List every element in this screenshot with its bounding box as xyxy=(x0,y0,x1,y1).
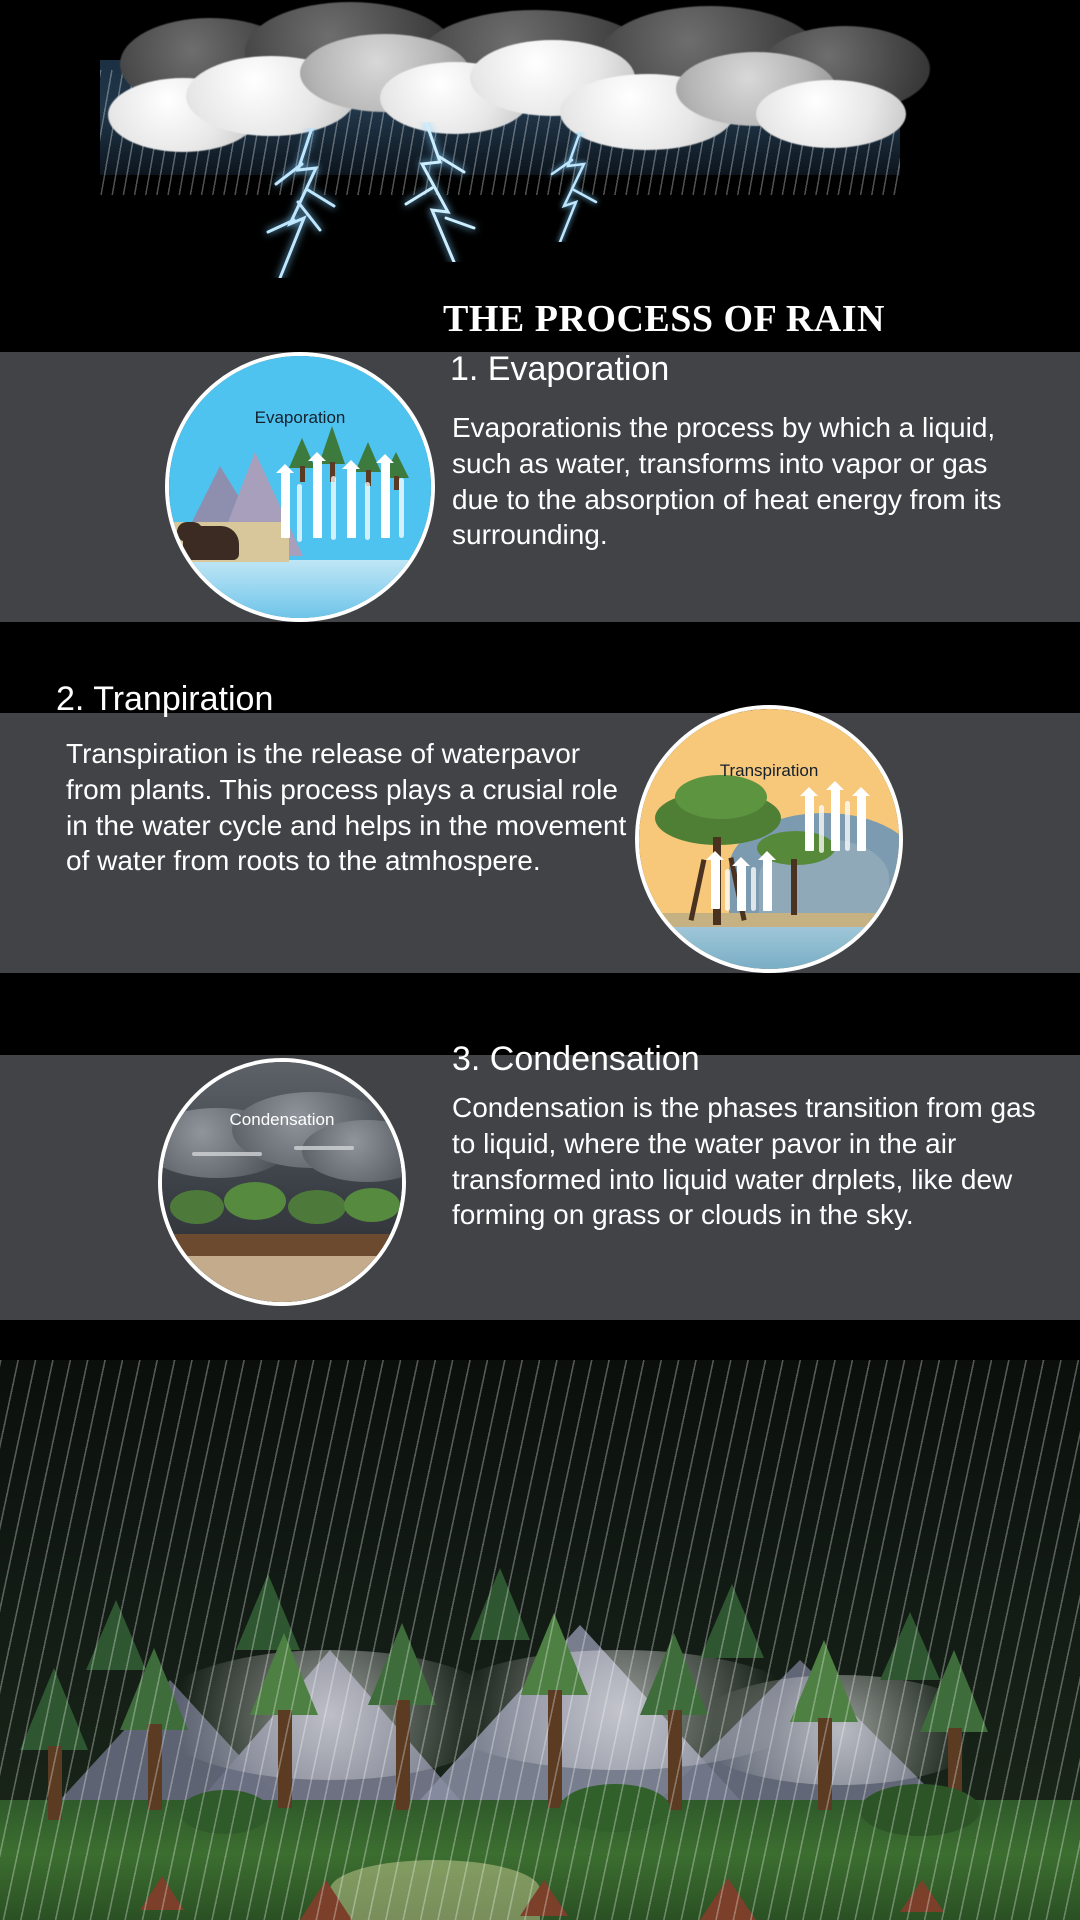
section-2-body: Transpiration is the release of waterpavor from plants. This process plays a crusial role in the water cycle and helps in the movement of water from roots to the atmhospere. xyxy=(66,738,627,877)
rock-shape xyxy=(140,1876,184,1910)
section-1-heading: 1. Evaporation xyxy=(450,350,670,388)
cloud-icon xyxy=(756,80,906,148)
path xyxy=(162,1240,402,1256)
tree-trunk xyxy=(300,466,305,482)
vapor-wisp xyxy=(845,801,850,851)
tree-icon xyxy=(120,1648,188,1730)
rock-shape xyxy=(700,1878,756,1920)
forest-scene xyxy=(0,1360,1080,1920)
tree-trunk xyxy=(548,1690,562,1808)
rock-shape xyxy=(900,1880,944,1912)
tree-icon xyxy=(250,1633,318,1715)
vapor-wisp xyxy=(751,867,756,911)
bush-shape xyxy=(180,1790,270,1834)
section-2-heading: 2. Tranpiration xyxy=(56,680,274,718)
lightning-bolt-icon xyxy=(388,122,498,267)
tree-icon xyxy=(920,1650,988,1732)
lightning-bolt-icon xyxy=(540,132,620,247)
tree-trunk xyxy=(396,1700,410,1810)
tree-canopy xyxy=(224,1182,286,1220)
fence-post xyxy=(176,1234,180,1256)
rock-shape xyxy=(300,1880,352,1920)
ground xyxy=(162,1256,402,1302)
tree-trunk xyxy=(818,1718,832,1810)
fence-rail xyxy=(162,1234,402,1240)
rock-shape xyxy=(520,1880,568,1916)
tree-icon xyxy=(520,1613,588,1695)
tree-icon xyxy=(790,1640,858,1722)
section-3-body: Condensation is the phases transition from gas to liquid, where the water pavor in the air transformed into liquid water drplets, like dew forming on grass or clouds in the sky. xyxy=(452,1092,1036,1231)
animal-head xyxy=(177,522,203,542)
mist-streak xyxy=(294,1146,354,1150)
tree-icon xyxy=(700,1584,764,1658)
tree-canopy xyxy=(288,1190,346,1224)
tree-trunk xyxy=(668,1710,682,1810)
fence-post xyxy=(208,1234,212,1256)
condensation-illustration xyxy=(158,1058,406,1306)
evaporation-arrow-icon xyxy=(347,468,356,538)
evaporation-illustration-label: Evaporation xyxy=(254,408,346,427)
tree-icon xyxy=(640,1633,708,1715)
evaporation-arrow-icon xyxy=(281,472,290,538)
tree-icon xyxy=(20,1668,88,1750)
tree-canopy xyxy=(170,1190,224,1224)
bush-shape xyxy=(860,1784,980,1836)
vapor-wisp xyxy=(399,478,404,538)
evaporation-arrow-icon xyxy=(313,460,322,538)
vapor-wisp xyxy=(297,484,302,542)
transpiration-arrow-icon xyxy=(805,795,814,851)
vapor-wisp xyxy=(331,476,336,540)
tree-trunk xyxy=(791,859,797,915)
storm-scene xyxy=(0,0,1080,300)
bush-shape xyxy=(560,1784,670,1832)
tree-canopy xyxy=(344,1188,400,1222)
condensation-illustration-label: Condensation xyxy=(229,1110,335,1129)
transpiration-arrow-icon xyxy=(711,859,720,909)
lightning-bolt-icon xyxy=(250,128,370,283)
page-title: THE PROCESS OF RAIN xyxy=(443,298,885,340)
vapor-wisp xyxy=(725,869,730,911)
transpiration-arrow-icon xyxy=(831,789,840,851)
vapor-wisp xyxy=(365,482,370,540)
tree-trunk xyxy=(48,1746,62,1820)
clearing xyxy=(330,1860,540,1920)
tree-icon xyxy=(368,1623,436,1705)
fence-post xyxy=(368,1234,372,1256)
fence-post xyxy=(336,1234,340,1256)
fence-post xyxy=(304,1234,308,1256)
water-body xyxy=(169,560,431,618)
fence-post xyxy=(240,1234,244,1256)
tree-canopy xyxy=(675,775,767,819)
vapor-wisp xyxy=(819,805,824,853)
evaporation-illustration xyxy=(165,352,435,622)
transpiration-arrow-icon xyxy=(857,795,866,851)
transpiration-arrow-icon xyxy=(763,859,772,911)
section-3-heading: 3. Condensation xyxy=(452,1040,700,1078)
section-1-body: Evaporationis the process by which a liquid, such as water, transforms into vapor or gas due to the absorption of heat energy from its surrounding. xyxy=(452,412,1002,551)
mist-streak xyxy=(192,1152,262,1156)
transpiration-arrow-icon xyxy=(737,865,746,911)
evaporation-arrow-icon xyxy=(381,462,390,538)
transpiration-illustration-label: Transpiration xyxy=(719,761,819,780)
tree-trunk xyxy=(278,1710,292,1808)
tree-trunk xyxy=(148,1724,162,1810)
transpiration-illustration xyxy=(635,705,903,973)
fence-post xyxy=(272,1234,276,1256)
water-body xyxy=(639,927,899,969)
